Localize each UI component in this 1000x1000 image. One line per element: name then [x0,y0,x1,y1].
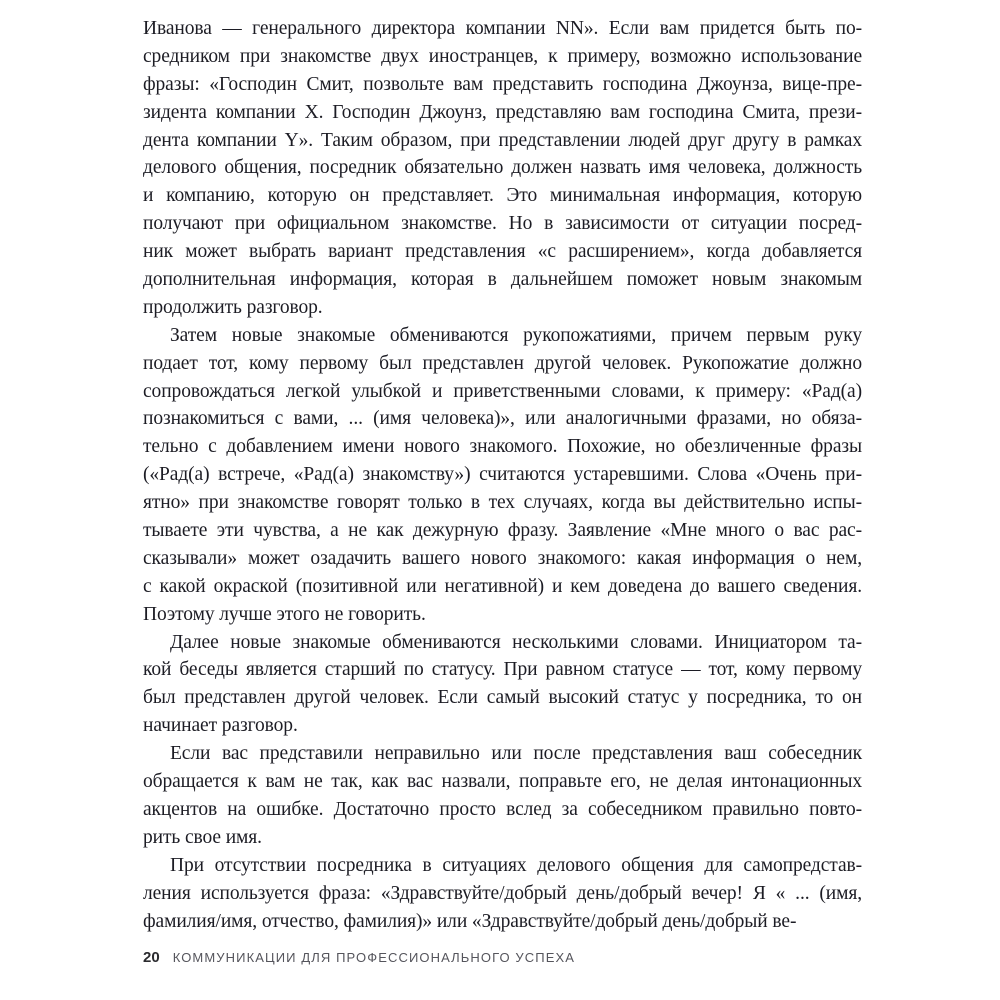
text-line: Если вас представили неправильно или после представления ваш собеседник [170,743,862,765]
text-line: делового общения, посредник обязательно должен назвать имя человека, должность [143,157,862,179]
text-line: фамилия/имя, отчество, фамилия)» или «Здравствуйте/добрый день/добрый ве- [143,910,797,932]
text-line: дополнительная информация, которая в дальнейшем поможет новым знакомым [143,269,862,291]
text-line: познакомиться с вами, ... (имя человека)», или аналогичными фразами, но обяза- [143,408,862,430]
text-line: дента компании Y». Таким образом, при представлении людей друг другу в рамках [143,129,862,151]
text-line: зидента компании X. Господин Джоунз, представляю вам господина Смита, прези- [143,101,862,123]
text-line: подает тот, кому первому был представлен другой человек. Рукопожатие должно [143,352,862,374]
text-line: Далее новые знакомые обмениваются несколькими словами. Инициатором та- [170,631,862,653]
text-line: сказывали» может озадачить вашего нового знакомого: какая информация о нем, [143,547,862,569]
text-line: ник может выбрать вариант представления «с расширением», когда добавляется [143,241,862,263]
page-number: 20 [143,949,160,966]
text-line: акцентов на ошибке. Достаточно просто вслед за собеседником правильно повто- [143,798,862,820]
text-line: ления используется фраза: «Здравствуйте/добрый день/добрый вечер! Я « ... (имя, [143,882,862,904]
text-line: продолжить разговор. [143,296,323,318]
text-line: кой беседы является старший по статусу. При равном статусе — тот, кому первому [143,659,862,681]
text-line: При отсутствии посредника в ситуациях делового общения для самопредстав- [170,854,862,876]
text-line: средником при знакомстве двух иностранцев, к примеру, возможно использование [143,45,862,67]
text-line: получают при официальном знакомстве. Но в зависимости от ситуации посред- [143,213,862,235]
body-text [143,15,862,935]
running-title: КОММУНИКАЦИИ ДЛЯ ПРОФЕССИОНАЛЬНОГО УСПЕХА [172,950,576,965]
text-line: рить свое имя. [143,826,262,848]
text-line: обращается к вам не так, как вас назвали, поправьте его, не делая интонационных [143,771,862,793]
text-line: фразы: «Господин Смит, позвольте вам представить господина Джоунза, вице-пре- [143,73,862,95]
text-line: Поэтому лучше этого не говорить. [143,603,426,625]
text-line: был представлен другой человек. Если самый высокий статус у посредника, то он [143,687,862,709]
text-line: Затем новые знакомые обмениваются рукопожатиями, причем первым руку [170,324,862,346]
page-footer [143,949,575,966]
text-line: с какой окраской (позитивной или негативной) и кем доведена до вашего сведения. [143,575,862,597]
text-line: и компанию, которую он представляет. Это минимальная информация, которую [143,185,862,207]
text-line: тываете эти чувства, а не как дежурную фразу. Заявление «Мне много о вас рас- [143,520,862,542]
text-line: начинает разговор. [143,715,298,737]
text-line: Иванова — генерального директора компании NN». Если вам придется быть по- [143,18,862,39]
text-line: сопровождаться легкой улыбкой и приветственными словами, к примеру: «Рад(а) [143,380,862,402]
text-line: («Рад(а) встрече, «Рад(а) знакомству») считаются устаревшими. Слова «Очень при- [143,464,862,486]
text-line: ятно» при знакомстве говорят только в тех случаях, когда вы действительно испы- [143,492,862,514]
text-line: тельно с добавлением имени нового знакомого. Похожие, но обезличенные фразы [143,436,862,458]
